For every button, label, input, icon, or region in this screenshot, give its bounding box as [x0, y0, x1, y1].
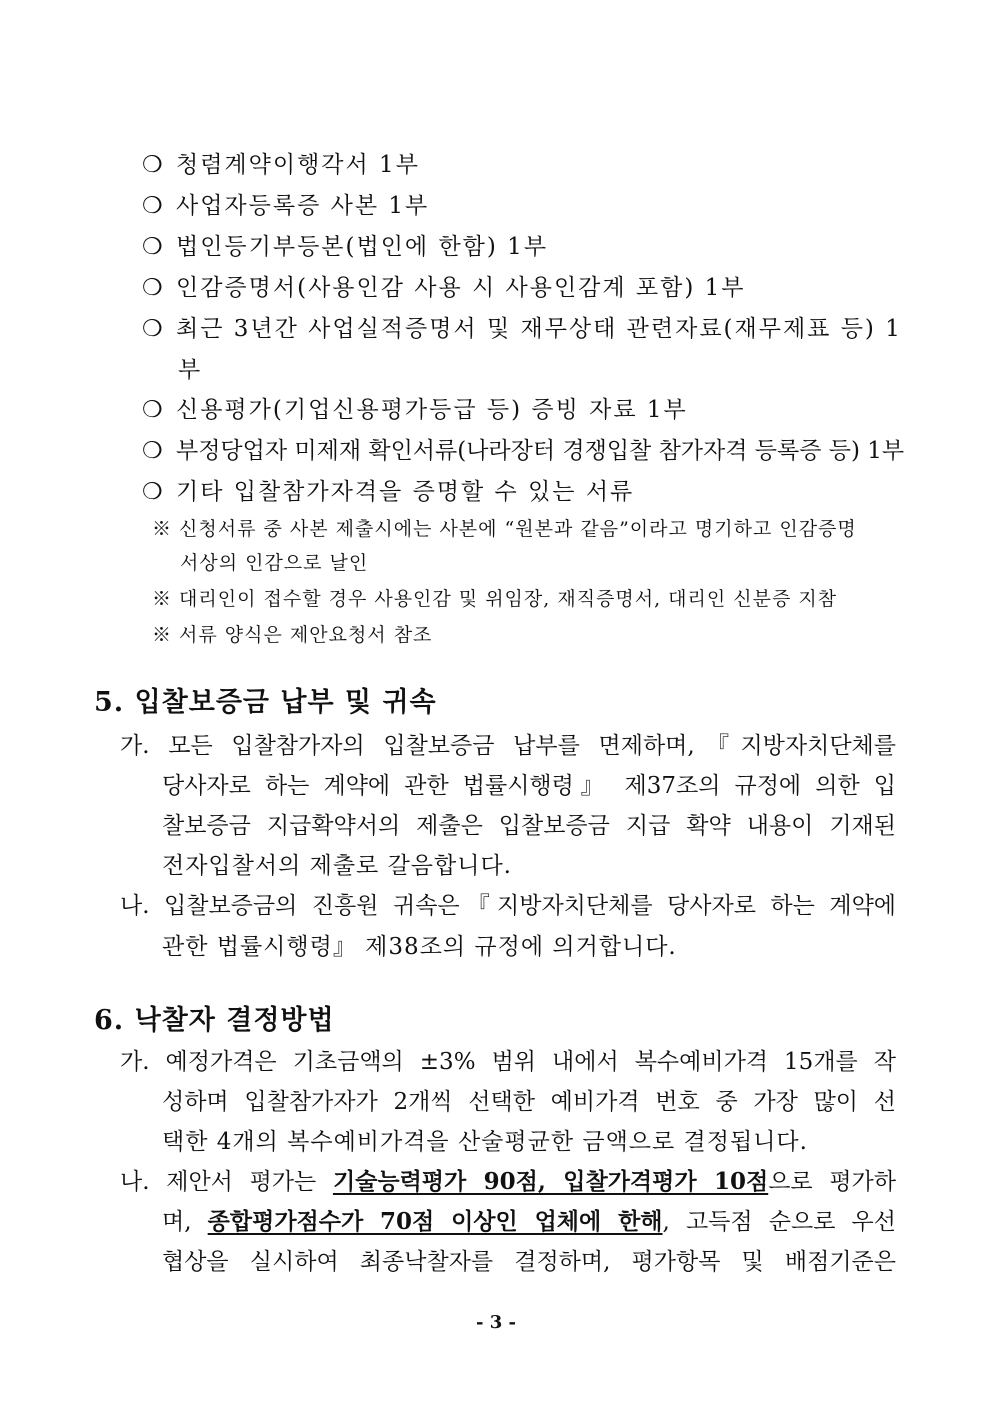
circle-bullet-icon: ❍: [142, 234, 165, 260]
circle-bullet-icon: ❍: [142, 438, 163, 464]
note: ※ 대리인이 접수할 경우 사용인감 및 위임장, 재직증명서, 대리인 신분증 지참: [152, 588, 838, 610]
circle-bullet-icon: ❍: [142, 479, 165, 505]
list-item: ❍ 최근 3년간 사업실적증명서 및 재무상태 관련자료(재무제표 등) 1: [142, 316, 902, 342]
paragraph-line: 택한 4개의 복수예비가격을 산술평균한 금액으로 결정됩니다.: [162, 1129, 808, 1155]
list-item: ❍ 인감증명서(사용인감 사용 시 사용인감계 포함) 1부: [142, 275, 746, 301]
circle-bullet-icon: ❍: [142, 275, 165, 301]
list-item: ❍ 기타 입찰참가자격을 증명할 수 있는 서류: [142, 479, 635, 505]
paragraph-line: 나. 입찰보증금의 진흥원 귀속은『지방자치단체를 당사자로 하는 계약에: [120, 893, 896, 919]
paragraph-line: 가. 예정가격은 기초금액의 ±3% 범위 내에서 복수예비가격 15개를 작: [120, 1049, 896, 1075]
list-item: ❍ 청렴계약이행각서 1부: [142, 152, 420, 178]
page-number: - 3 -: [476, 1312, 516, 1333]
circle-bullet-icon: ❍: [142, 152, 165, 178]
note-continuation: 서상의 인감으로 날인: [180, 552, 369, 574]
paragraph-line: 가. 모든 입찰참가자의 입찰보증금 납부를 면제하며,『지방자치단체를: [120, 733, 896, 759]
paragraph-line: 나. 제안서 평가는 기술능력평가 90점, 입찰가격평가 10점으로 평가하: [120, 1168, 896, 1195]
list-item-continuation: 부: [178, 357, 201, 383]
section-heading: 5. 입찰보증금 납부 및 귀속: [94, 687, 437, 718]
list-item: ❍ 신용평가(기업신용평가등급 등) 증빙 자료 1부: [142, 397, 688, 423]
list-item: ❍ 부정당업자 미제재 확인서류(나라장터 경쟁입찰 참가자격 등록증 등) 1부: [142, 438, 905, 464]
circle-bullet-icon: ❍: [142, 316, 165, 342]
paragraph-line: 관한 법률시행령』 제38조의 규정에 의거합니다.: [162, 934, 677, 960]
paragraph-line: 며, 종합평가점수가 70점 이상인 업체에 한해, 고득점 순으로 우선: [162, 1208, 896, 1235]
paragraph-line: 성하며 입찰참가자가 2개씩 선택한 예비가격 번호 중 가장 많이 선: [162, 1089, 896, 1115]
emphasis-underline: 기술능력평가 90점, 입찰가격평가 10점: [332, 1168, 769, 1195]
emphasis-underline: 종합평가점수가 70점 이상인 업체에 한해: [207, 1208, 663, 1235]
paragraph-line: 찰보증금 지급확약서의 제출은 입찰보증금 지급 확약 내용이 기재된: [162, 813, 896, 839]
paragraph-line: 당사자로 하는 계약에 관한 법률시행령』 제37조의 규정에 의한 입: [162, 773, 896, 799]
circle-bullet-icon: ❍: [142, 397, 165, 423]
note: ※ 서류 양식은 제안요청서 참조: [152, 624, 433, 646]
list-item: ❍ 법인등기부등본(법인에 한함) 1부: [142, 234, 549, 260]
list-item: ❍ 사업자등록증 사본 1부: [142, 193, 430, 219]
note: ※ 신청서류 중 사본 제출시에는 사본에 “원본과 같음”이라고 명기하고 인감증명: [152, 518, 857, 540]
paragraph-line: 전자입찰서의 제출로 갈음합니다.: [162, 853, 512, 879]
section-heading: 6. 낙찰자 결정방법: [94, 1005, 335, 1036]
circle-bullet-icon: ❍: [142, 193, 165, 219]
paragraph-line: 협상을 실시하여 최종낙찰자를 결정하며, 평가항목 및 배점기준은: [162, 1249, 896, 1275]
